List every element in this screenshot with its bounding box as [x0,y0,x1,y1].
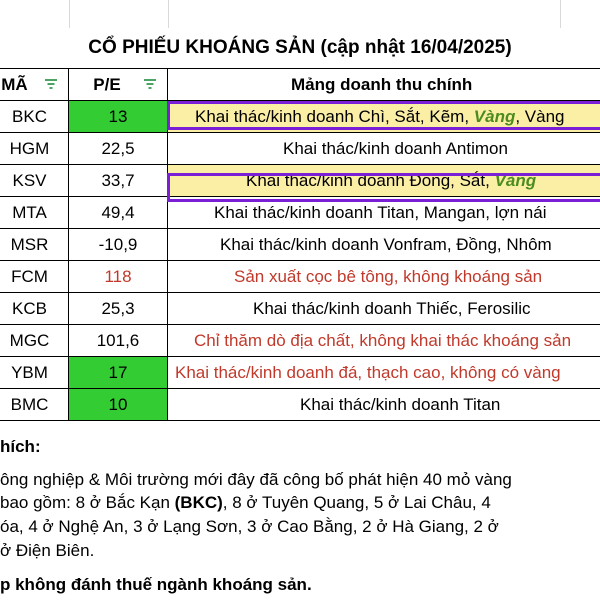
table-row [0,101,600,133]
cell-code[interactable]: KCB [0,293,69,325]
gridline [69,0,70,28]
cell-business[interactable]: Khai thác/kinh doanh Vonfram, Đồng, Nhôm [168,229,600,261]
cell-business[interactable] [168,101,600,133]
cell-business[interactable]: Khai thác/kinh doanh Titan [168,389,600,421]
notes-bold-code: (BKC) [174,493,223,512]
header-row [0,69,600,101]
cell-code[interactable]: HGM [0,133,69,165]
gold-highlight: Vàng [494,170,537,190]
table-row [0,357,600,389]
business-text: Khai thác/kinh doanh Đồng, Sắt, [246,170,495,190]
header-code[interactable] [0,69,69,101]
cell-pe[interactable]: 10 [69,389,168,421]
cell-code[interactable]: MSR [0,229,69,261]
header-pe-label: P/E [93,75,121,94]
table-row [0,229,600,261]
notes-heading: hích: [0,437,41,456]
cell-business[interactable]: Khai thác/kinh doanh đá, thạch cao, không có vàng [168,357,600,389]
cell-pe[interactable]: 25,3 [69,293,168,325]
cell-code[interactable]: KSV [0,165,69,197]
table-row [0,165,600,197]
table-row [0,133,600,165]
gridline [168,0,169,28]
page-title: CỔ PHIẾU KHOÁNG SẢN (cập nhật 16/04/2025) [88,37,512,58]
table-row [0,389,600,421]
cell-pe[interactable]: 17 [69,357,168,389]
cell-pe[interactable]: -10,9 [69,229,168,261]
filter-icon[interactable] [143,77,157,91]
notes-line: óa, 4 ở Nghệ An, 3 ở Lạng Sơn, 3 ở Cao Bằng, 2 ở Hà Giang, 2 ở [0,517,499,536]
cell-business[interactable]: Khai thác/kinh doanh Antimon [168,133,600,165]
notes-line: p không đánh thuế ngành khoáng sản. [0,575,312,594]
table-row [0,197,600,229]
cell-code[interactable]: BKC [0,101,69,133]
cell-code[interactable]: MGC [0,325,69,357]
notes-line: ông nghiệp & Môi trường mới đây đã công bố phát hiện 40 mỏ vàng [0,470,512,489]
cell-code[interactable]: FCM [0,261,69,293]
notes-text: , 8 ở Tuyên Quang, 5 ở Lai Châu, 4 [222,493,491,512]
cell-pe[interactable]: 33,7 [69,165,168,197]
header-pe[interactable] [69,69,168,101]
cell-business[interactable]: Khai thác/kinh doanh Titan, Mangan, lợn nái [168,197,600,229]
cell-pe[interactable]: 22,5 [69,133,168,165]
business-text: , Vàng [515,106,565,126]
gold-highlight: Vàng [473,106,516,126]
table-row [0,293,600,325]
notes-text: bao gồm: 8 ở Bắc Kạn [0,493,175,512]
notes-line: ở Điện Biên. [0,541,95,560]
table-row [0,261,600,293]
cell-code[interactable]: BMC [0,389,69,421]
notes-line [0,493,491,513]
cell-pe[interactable]: 118 [69,261,168,293]
header-business: Mảng doanh thu chính [168,69,600,101]
cell-code[interactable]: YBM [0,357,69,389]
business-text: Khai thác/kinh doanh Chì, Sắt, Kẽm, [195,106,474,126]
cell-code[interactable]: MTA [0,197,69,229]
cell-business[interactable]: Chỉ thăm dò địa chất, không khai thác khoáng sản [168,325,600,357]
minerals-table [0,68,600,421]
cell-pe[interactable]: 13 [69,101,168,133]
table-row [0,325,600,357]
gridline [560,0,561,28]
cell-pe[interactable]: 101,6 [69,325,168,357]
header-code-label: MÃ [1,75,28,94]
cell-pe[interactable]: 49,4 [69,197,168,229]
cell-business[interactable] [168,165,600,197]
cell-business[interactable]: Sản xuất cọc bê tông, không khoáng sản [168,261,600,293]
cell-business[interactable]: Khai thác/kinh doanh Thiếc, Ferosilic [168,293,600,325]
filter-icon[interactable] [44,77,58,91]
